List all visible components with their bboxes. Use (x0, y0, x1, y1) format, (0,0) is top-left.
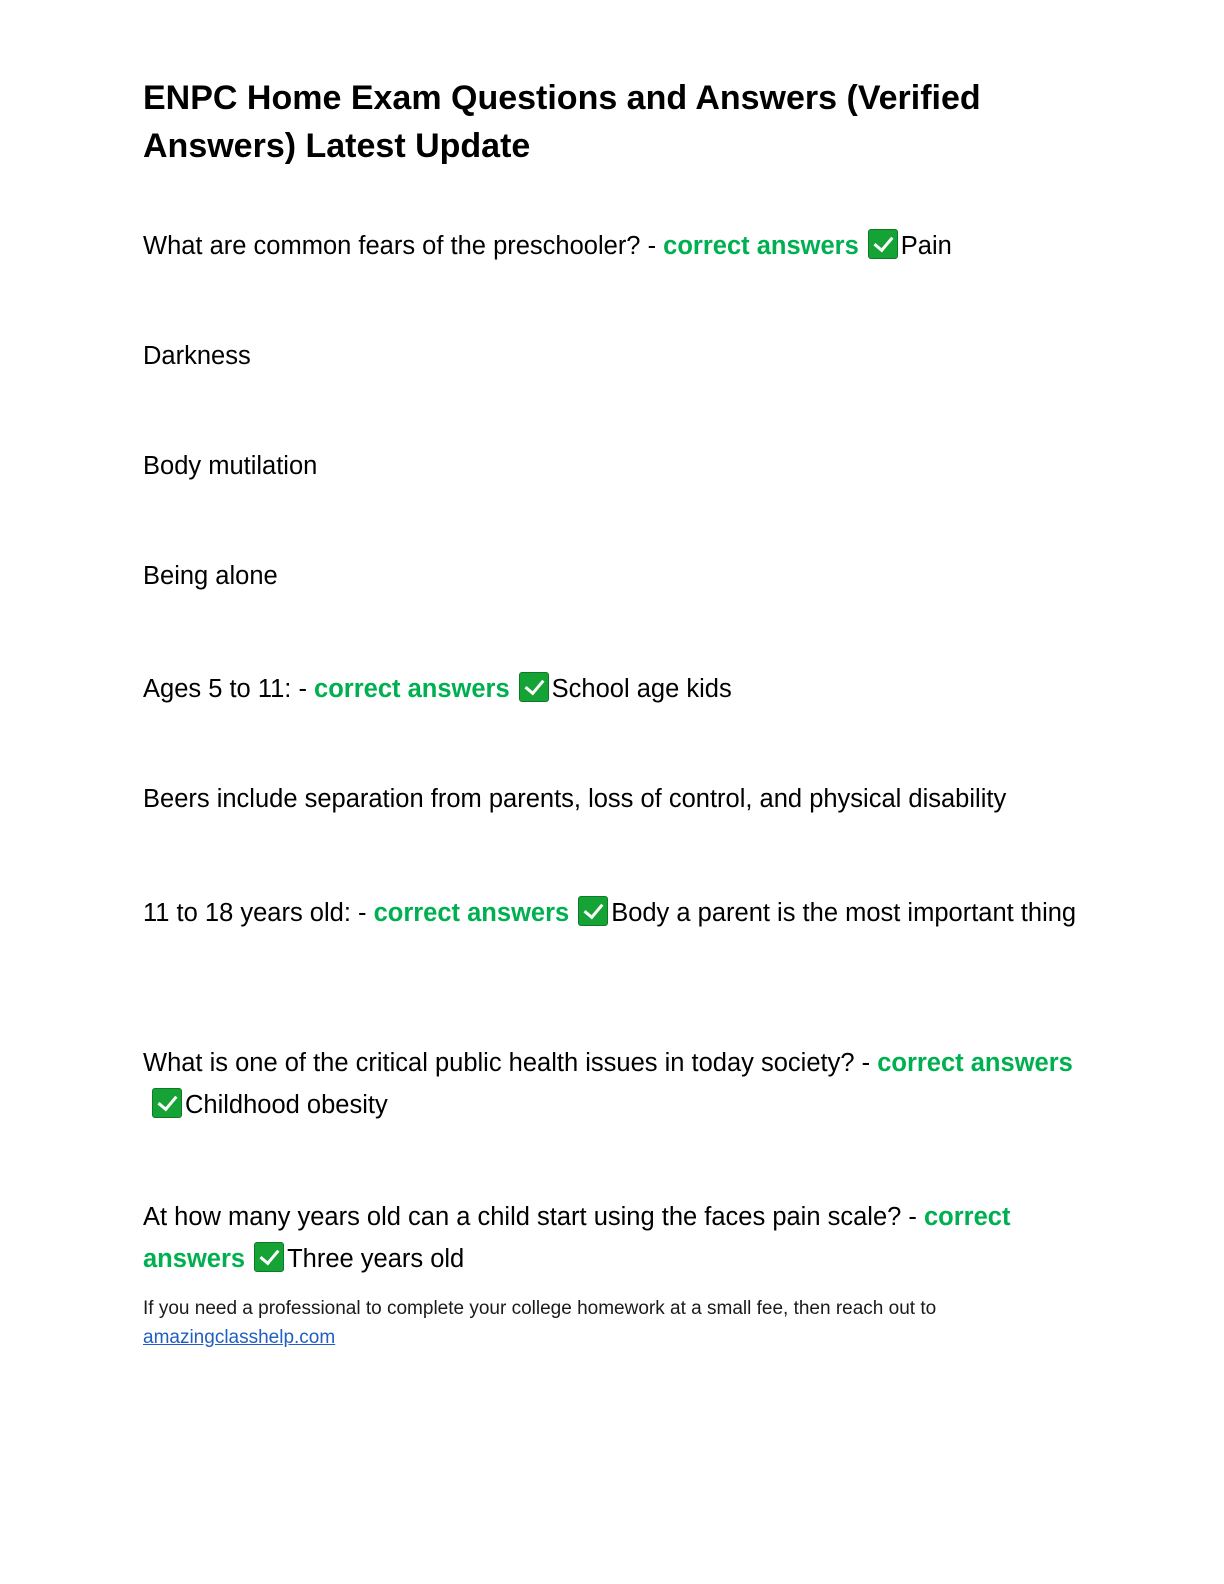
answer-continuation-darkness: Darkness (143, 342, 251, 370)
document-title: ENPC Home Exam Questions and Answers (Verified Answers) Latest Update (143, 79, 981, 165)
amazingclasshelp-link[interactable]: amazingclasshelp.com (143, 1327, 336, 1348)
answer-continuation-being-alone: Being alone (143, 562, 278, 590)
answer-text: Childhood obesity (185, 1091, 388, 1119)
qa-item-ages-5-to-11 (143, 669, 1083, 709)
check-mark-icon (519, 672, 549, 702)
correct-answers-label: correct answers (877, 1049, 1073, 1077)
answer-continuation-beers: Beers include separation from parents, loss of control, and physical disability (143, 785, 1007, 813)
question-text: What is one of the critical public health issues in today society? - (143, 1049, 878, 1077)
check-mark-icon (254, 1242, 284, 1272)
qa-item-11-to-18 (143, 893, 1083, 933)
footer-text: If you need a professional to complete your college homework at a small fee, then reach out to (143, 1298, 937, 1319)
answer-text: Three years old (287, 1245, 465, 1273)
answer-continuation-body-mutilation: Body mutilation (143, 452, 318, 480)
qa-item-faces-pain-scale (143, 1196, 1083, 1280)
question-text: Ages 5 to 11: - (143, 675, 315, 703)
question-text: At how many years old can a child start using the faces pain scale? - (143, 1203, 924, 1231)
correct-answers-label: correct answers (314, 675, 510, 703)
check-mark-icon (152, 1088, 182, 1118)
answer-text: Body a parent is the most important thing (611, 899, 1077, 927)
qa-item-preschooler-fears (143, 226, 1083, 266)
correct-answers-label: correct answers (143, 1203, 1011, 1273)
answer-text: School age kids (551, 675, 732, 703)
question-text: 11 to 18 years old: - (143, 899, 374, 927)
check-mark-icon (868, 229, 898, 259)
correct-answers-label: correct answers (663, 232, 859, 260)
correct-answers-label: correct answers (373, 899, 570, 927)
check-mark-icon (578, 896, 608, 926)
footer-note (143, 1294, 1083, 1352)
qa-item-public-health (143, 1042, 1083, 1126)
question-text: What are common fears of the preschooler? - (143, 232, 664, 260)
answer-text: Pain (900, 232, 952, 260)
